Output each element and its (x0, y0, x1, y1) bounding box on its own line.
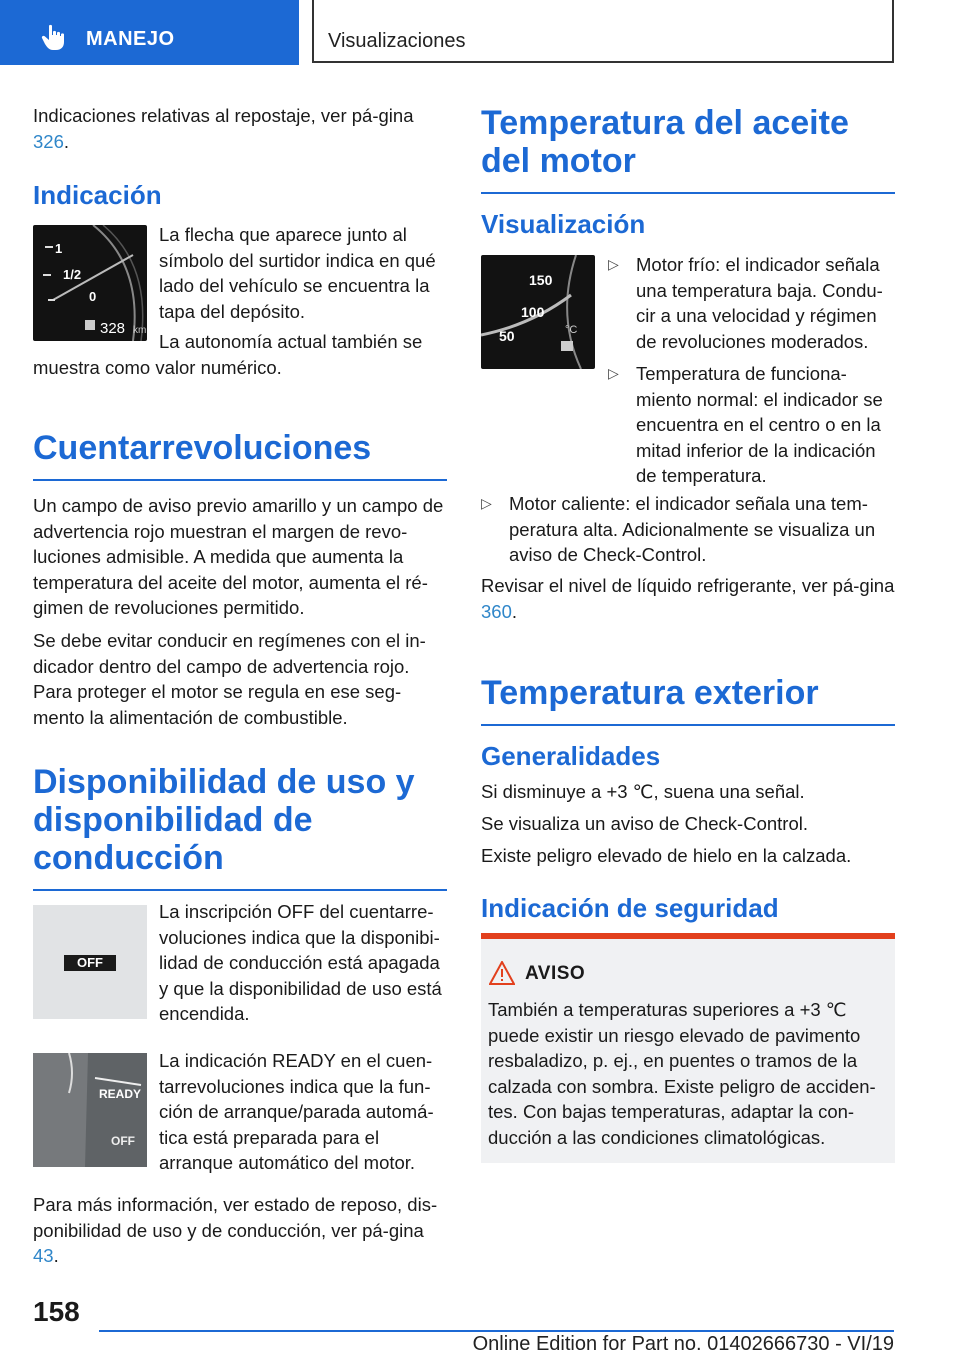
triangle-bullet-icon: ▷ (608, 256, 619, 272)
list-item: ▷ Temperatura de funciona-miento normal: el indicador se encuentra en el centro o en la mitad inferior de la indicación de temperatura. (608, 363, 883, 486)
intro-paragraph: Indicaciones relativas al repostaje, ver pá-gina 326. (33, 105, 414, 152)
chapter-tab-label: MANEJO (86, 28, 175, 50)
warning-text: También a temperaturas superiores a +3 ℃ puede existir un riesgo elevado de pavimento resbaladizo, p. ej., en puentes o tramos de la calzada con sombra. Existe peligro de acciden-tes. Con bajas temperaturas, adaptar la con-ducción a las condiciones climatológicas. (488, 999, 876, 1148)
ready-indicator-image (33, 1053, 147, 1167)
gauge-label-100: 100 (521, 304, 545, 320)
fuel-pump-icon (85, 320, 95, 330)
exterior-line-2: Se visualiza un aviso de Check-Control. (481, 813, 808, 834)
aceite-after-text: Revisar el nivel de líquido refrigerante, ver pá-gina 360. (481, 575, 895, 622)
chapter-tab[interactable] (0, 0, 299, 65)
section-header (312, 0, 894, 63)
cuentarrevoluciones-text-2: Se debe evitar conducir en regímenes con el in-dicador dentro del campo de advertencia rojo. Para proteger el motor se regula en ese seg-mento la alimentación de combustible. (33, 630, 426, 728)
gauge-label-full: 1 (55, 241, 63, 256)
off-indicator-image (33, 905, 147, 1019)
gauge-range-unit: km (133, 325, 147, 336)
heading-exterior: Temperatura exterior (481, 674, 895, 726)
indicacion-text-2b: muestra como valor numérico. (33, 357, 282, 378)
gauge-label-50: 50 (499, 328, 515, 344)
list-item: ▷ Motor caliente: el indicador señala una tem-peratura alta. Adicionalmente se visualiza un aviso de Check-Control. (481, 493, 876, 565)
disponibilidad-text-1: La inscripción OFF del cuentarre-voluciones indica que la disponibi-lidad de conducción está apagada y que la disponibilidad de uso está encendida. (159, 901, 442, 1024)
exterior-line-3: Existe peligro elevado de hielo en la calzada. (481, 845, 852, 866)
cuentarrevoluciones-text-1: Un campo de aviso previo amarillo y un campo de advertencia rojo muestran el margen de revo-luciones admisible. A medida que aumenta la temperatura del aceite del motor, aumenta el ré-gimen de revoluciones permitido. (33, 495, 444, 618)
oil-temp-list-b (481, 491, 895, 575)
disponibilidad-text-3: Para más información, ver estado de reposo, dis-ponibilidad de uso y de conducción, ver pá-gina 43. (33, 1194, 438, 1266)
page-link-360[interactable]: 360 (481, 600, 512, 622)
heading-visualizacion: Visualización (481, 209, 646, 239)
heading-generalidades: Generalidades (481, 741, 661, 771)
section-header-label: Visualizaciones (328, 30, 466, 52)
heading-indicacion: Indicación (33, 180, 162, 210)
gauge-label-empty: 0 (89, 289, 97, 304)
ready-off-label: OFF (111, 1134, 135, 1148)
gauge-label-150: 150 (529, 272, 553, 288)
page-link-326[interactable]: 326 (33, 130, 64, 152)
triangle-bullet-icon: ▷ (608, 365, 619, 381)
page-link-43[interactable]: 43 (33, 1245, 54, 1266)
list-item: ▷ Motor frío: el indicador señala una temperatura baja. Condu-cir a una velocidad y régimen de revoluciones moderados. (608, 254, 883, 352)
intro-text: Indicaciones relativas al repostaje, ver pá-gina (33, 105, 414, 126)
fuel-gauge-image (33, 225, 147, 341)
gauge-range-value: 328 (100, 320, 126, 337)
heading-cuentarrevoluciones: Cuentarrevoluciones (33, 429, 447, 481)
warning-triangle-icon (489, 961, 515, 985)
footer-edition: Online Edition for Part no. 01402666730 - VI/19 (472, 1333, 894, 1355)
heading-disponibilidad: Disponibilidad de uso y disponibilidad de conducción (33, 763, 447, 891)
heading-seguridad: Indicación de seguridad (481, 893, 779, 923)
ready-label: READY (99, 1087, 142, 1101)
page-number: 158 (33, 1296, 80, 1327)
disponibilidad-text-2: La indicación READY en el cuen-tarrevoluciones indica que la fun-ción de arranque/parada automá-tica está preparada para el arranque automático del motor. (159, 1050, 434, 1173)
disponibilidad-text-3-body: Para más información, ver estado de reposo, dis-ponibilidad de uso y de conducción, ver pá-gina (33, 1194, 438, 1241)
exterior-line-1: Si disminuye a +3 ℃, suena una señal. (481, 781, 805, 802)
footer-divider (99, 1330, 894, 1332)
oil-temp-list-a (608, 252, 898, 496)
oil-can-icon (561, 341, 573, 351)
hand-pointer-icon (40, 23, 68, 51)
oil-temperature-gauge-image (481, 255, 595, 369)
off-indicator-label: OFF (64, 955, 116, 971)
warning-title: AVISO (525, 963, 586, 984)
indicacion-text-2a: La autonomía actual también se (159, 331, 423, 352)
gauge-unit-celsius: °C (565, 324, 578, 336)
heading-aceite: Temperatura del aceite del motor (481, 104, 895, 194)
aceite-after-body: Revisar el nivel de líquido refrigerante, ver pá-gina (481, 575, 895, 596)
indicacion-text-1: La flecha que aparece junto al símbolo del surtidor indica en qué lado del vehículo se encuentra la tapa del depósito. (159, 224, 436, 322)
gauge-label-half: 1/2 (63, 267, 82, 282)
triangle-bullet-icon: ▷ (481, 495, 492, 511)
warning-box (481, 933, 895, 1163)
